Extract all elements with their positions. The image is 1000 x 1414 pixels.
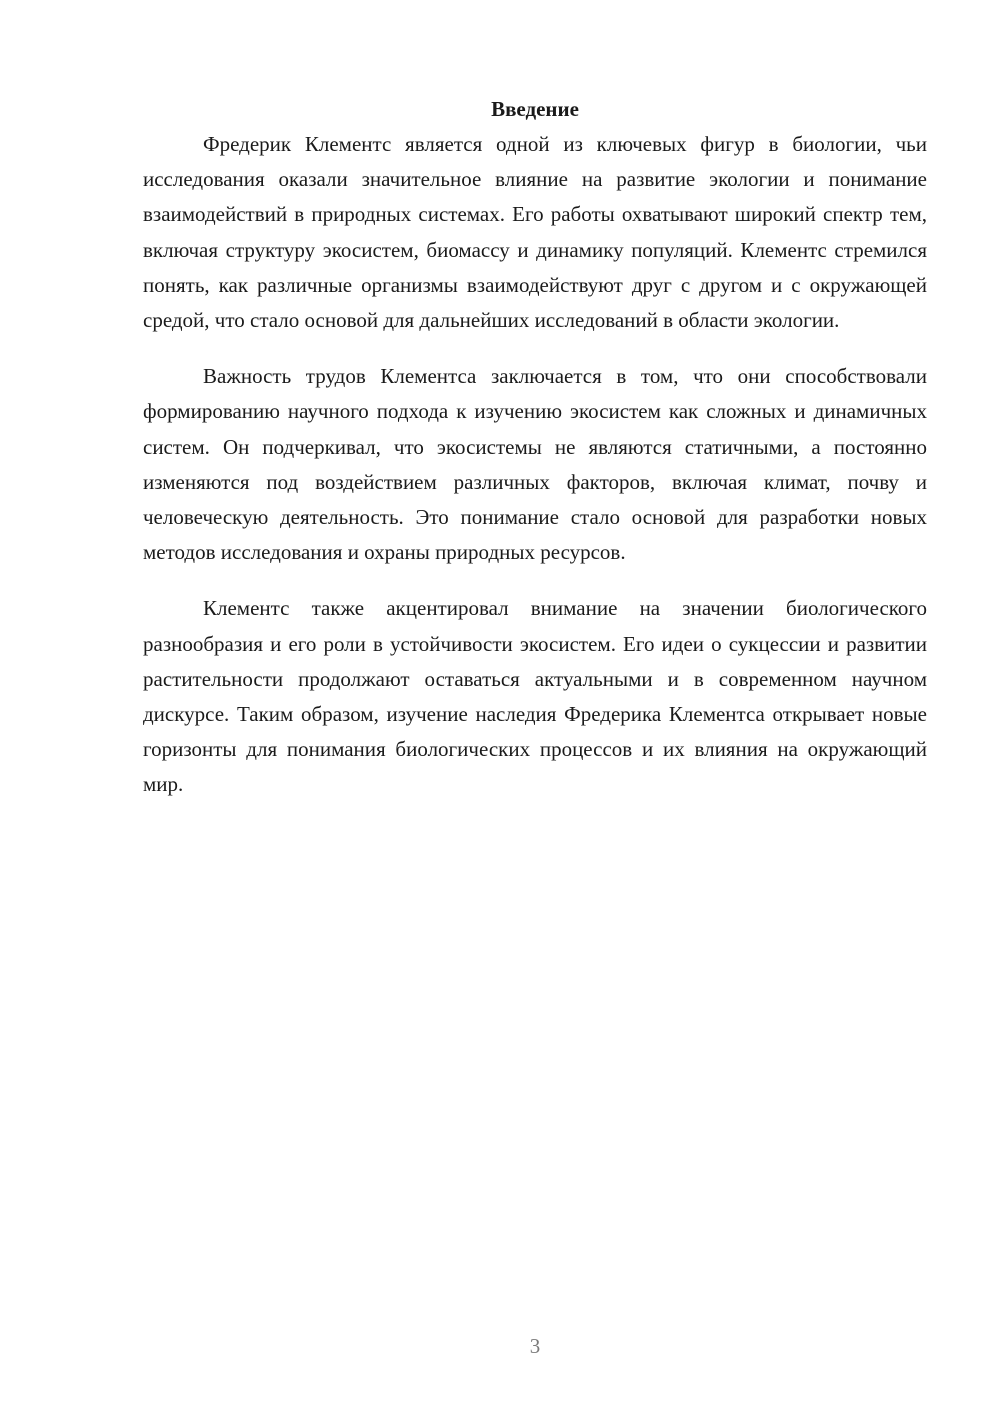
paragraph-1: Фредерик Клементс является одной из ключевых фигур в биологии, чьи исследования оказали значительное влияние на развитие экологии и понимание взаимодействий в природных системах. Его работы охватывают широкий спектр тем, включая структуру экосистем, биомассу и динамику популяций. Клементс стремился понять, как различные организмы взаимодействуют друг с другом и с окружающей средой, что стало основой для дальнейших исследований в области экологии. bbox=[143, 132, 927, 333]
paragraph-2: Важность трудов Клементса заключается в том, что они способствовали формированию научного подхода к изучению экосистем как сложных и динамичных систем. Он подчеркивал, что экосистемы не являются статичными, а постоянно изменяются под воздействием различных факторов, включая климат, почву и человеческую деятельность. Это понимание стало основой для разработки новых методов исследования и охраны природных ресурсов. bbox=[143, 364, 927, 565]
page-number: 3 bbox=[529, 1334, 541, 1358]
section-heading: Введение bbox=[491, 97, 579, 121]
paragraph-3: Клементс также акцентировал внимание на значении биологического разнообразия и его роли в устойчивости экосистем. Его идеи о сукцессии и развитии растительности продолжают оставаться актуальными и в современном научном дискурсе. Таким образом, изучение наследия Фредерика Клементса открывает новые горизонты для понимания биологических процессов и их влияния на окружающий мир. bbox=[143, 596, 927, 797]
page-content bbox=[143, 92, 927, 803]
